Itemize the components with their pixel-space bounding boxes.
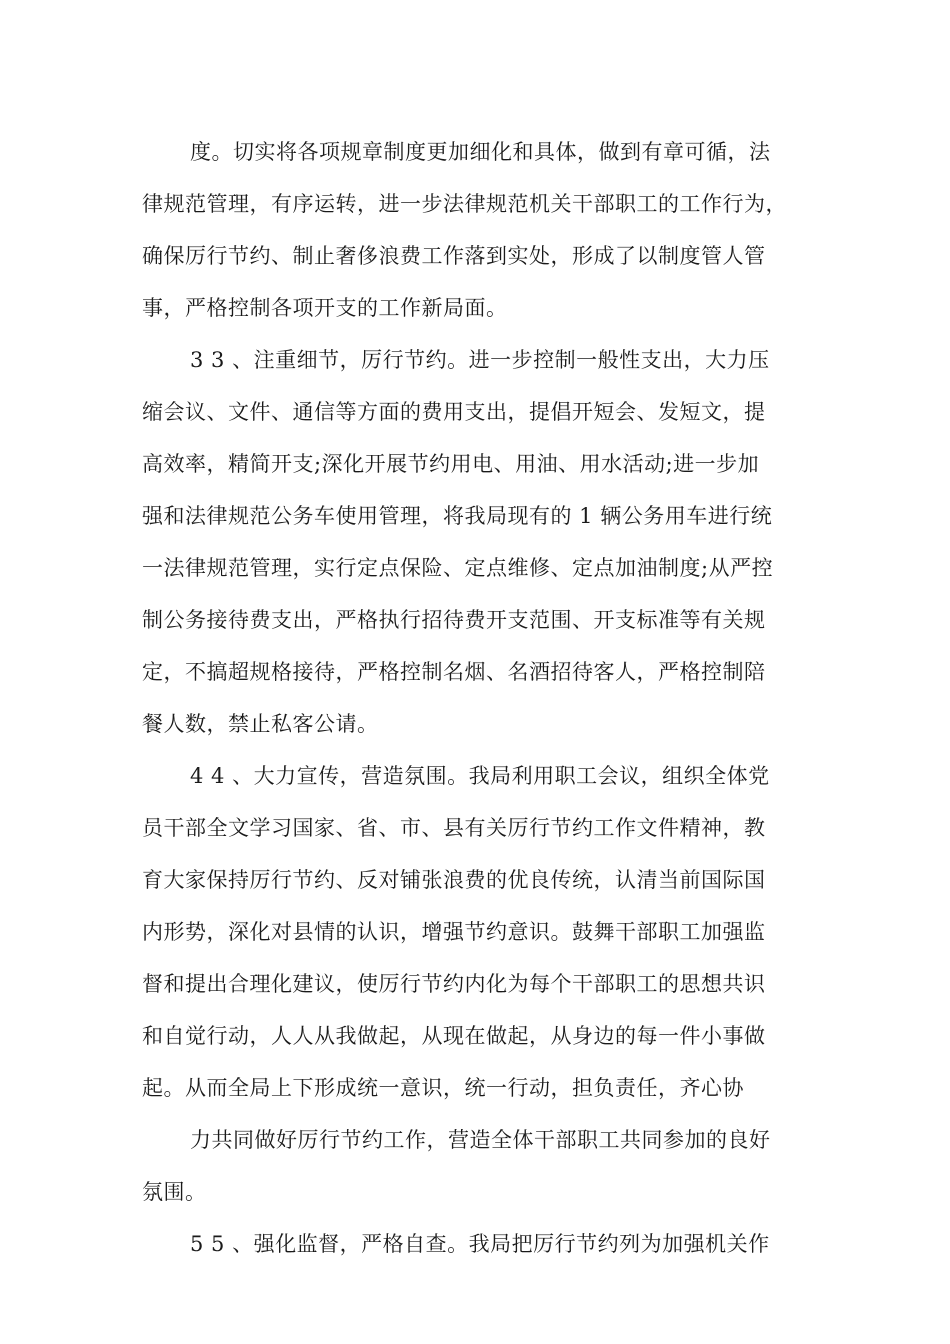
paragraph-3-line-4: 内形势，深化对县情的认识，增强节约意识。鼓舞干部职工加强监 bbox=[142, 920, 766, 944]
paragraph-4-line-2: 氛围。 bbox=[142, 1180, 207, 1204]
paragraph-2-line-5: 一法律规范管理，实行定点保险、定点维修、定点加油制度;从严控 bbox=[142, 556, 774, 580]
paragraph-2-line-1: 3 3 、注重细节，厉行节约。进一步控制一般性支出，大力压 bbox=[190, 348, 770, 372]
paragraph-1-line-1: 度。切实将各项规章制度更加细化和具体，做到有章可循，法 bbox=[190, 140, 771, 164]
paragraph-3-line-2: 员干部全文学习国家、省、市、县有关厉行节约工作文件精神，教 bbox=[142, 816, 766, 840]
paragraph-5-line-1: 5 5 、强化监督，严格自查。我局把厉行节约列为加强机关作 bbox=[190, 1232, 770, 1256]
paragraph-4-line-1: 力共同做好厉行节约工作，营造全体干部职工共同参加的良好 bbox=[190, 1128, 771, 1152]
paragraph-3-line-1: 4 4 、大力宣传，营造氛围。我局利用职工会议，组织全体党 bbox=[190, 764, 770, 788]
paragraph-2-line-4: 强和法律规范公务车使用管理，将我局现有的 1 辆公务用车进行统 bbox=[142, 504, 773, 528]
paragraph-2-line-3: 高效率，精简开支;深化开展节约用电、用油、用水活动;进一步加 bbox=[142, 452, 760, 476]
paragraph-1-line-4: 事，严格控制各项开支的工作新局面。 bbox=[142, 296, 508, 320]
paragraph-2-line-7: 定，不搞超规格接待，严格控制名烟、名酒招待客人，严格控制陪 bbox=[142, 660, 766, 684]
paragraph-1-line-2: 律规范管理，有序运转，进一步法律规范机关干部职工的工作行为， bbox=[142, 192, 787, 216]
paragraph-2-line-2: 缩会议、文件、通信等方面的费用支出，提倡开短会、发短文，提 bbox=[142, 400, 766, 424]
paragraph-1-line-3: 确保厉行节约、制止奢侈浪费工作落到实处，形成了以制度管人管 bbox=[142, 244, 766, 268]
paragraph-3-line-6: 和自觉行动，人人从我做起，从现在做起，从身边的每一件小事做 bbox=[142, 1024, 766, 1048]
paragraph-3-line-5: 督和提出合理化建议，使厉行节约内化为每个干部职工的思想共识 bbox=[142, 972, 766, 996]
paragraph-2-line-8: 餐人数，禁止私客公请。 bbox=[142, 712, 379, 736]
paragraph-3-line-7: 起。从而全局上下形成统一意识，统一行动，担负责任，齐心协 bbox=[142, 1076, 744, 1100]
paragraph-2-line-6: 制公务接待费支出，严格执行招待费开支范围、开支标准等有关规 bbox=[142, 608, 766, 632]
paragraph-3-line-3: 育大家保持厉行节约、反对铺张浪费的优良传统，认清当前国际国 bbox=[142, 868, 766, 892]
